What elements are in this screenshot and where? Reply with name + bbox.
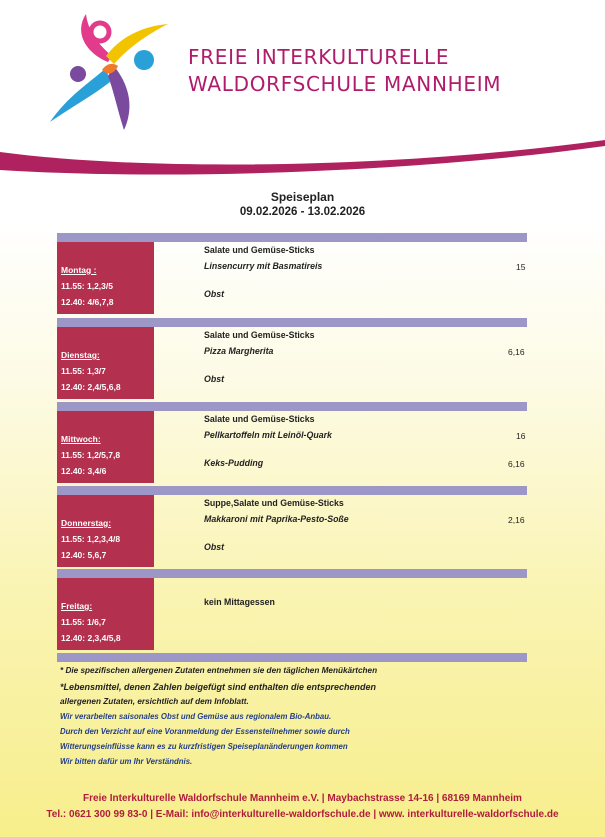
main-dish: kein Mittagessen — [204, 597, 275, 607]
divider-bar-bottom — [57, 653, 527, 662]
time-slot-2: 12.40: 2,3,4/5,8 — [61, 633, 121, 643]
day-name: Donnerstag: — [61, 518, 112, 528]
school-name — [188, 44, 501, 98]
school-name-line2: WALDORFSCHULE MANNHEIM — [188, 72, 502, 96]
time-slot-2: 12.40: 4/6,7,8 — [61, 297, 114, 307]
allergen-code: 16 — [516, 431, 526, 441]
day-box — [57, 327, 154, 399]
day-name: Montag : — [61, 265, 97, 275]
day-box — [57, 242, 154, 314]
school-logo — [48, 4, 173, 132]
note-changes-line1: Durch den Verzicht auf eine Voranmeldung der Essensteilnehmer sowie durch — [60, 727, 350, 736]
day-box — [57, 411, 154, 483]
time-slot-1: 11.55: 1,2,3/5 — [61, 281, 113, 291]
time-slot-2: 12.40: 5,6,7 — [61, 550, 107, 560]
divider-bar — [57, 486, 527, 495]
day-name: Mittwoch: — [61, 434, 101, 444]
header-swoosh — [0, 138, 605, 188]
allergen-code: 6,16 — [508, 347, 525, 357]
dessert: Obst — [204, 542, 225, 552]
footer-contact: Tel.: 0621 300 99 83-0 | E-Mail: info@interkulturelle-waldorfschule.de | www. interkulturelle-waldorfschule.de — [46, 809, 559, 820]
divider-bar — [57, 569, 527, 578]
dessert-allergen-code: 6,16 — [508, 459, 525, 469]
page-title: Speiseplan — [270, 190, 335, 204]
note-numbers-line2: allergenen Zutaten, ersichtlich auf dem Infoblatt. — [60, 697, 249, 706]
divider-bar — [57, 318, 527, 327]
day-box — [57, 495, 154, 567]
time-slot-1: 11.55: 1,3/7 — [61, 366, 106, 376]
date-range: 09.02.2026 - 13.02.2026 — [239, 206, 366, 218]
menu-category: Salate und Gemüse-Sticks — [204, 245, 315, 255]
main-dish: Pizza Margherita — [204, 346, 274, 356]
note-numbers-line1: *Lebensmittel, denen Zahlen beigefügt sind enthalten die entsprechenden — [60, 682, 377, 692]
dessert: Obst — [204, 374, 225, 384]
note-thanks: Wir bitten dafür um Ihr Verständnis. — [60, 757, 193, 766]
main-dish: Pellkartoffeln mit Leinöl-Quark — [204, 430, 332, 440]
note-changes-line2: Witterungseinflüsse kann es zu kurzfristigen Speiseplanänderungen kommen — [60, 742, 348, 751]
day-box — [57, 578, 154, 650]
footer-address: Freie Interkulturelle Waldorfschule Mannheim e.V. | Maybachstrasse 14-16 | 68169 Mannheim — [83, 793, 522, 804]
menu-category: Salate und Gemüse-Sticks — [204, 414, 315, 424]
main-dish: Linsencurry mit Basmatireis — [204, 261, 323, 271]
divider-bar — [57, 233, 527, 242]
allergen-code: 2,16 — [508, 515, 525, 525]
time-slot-1: 11.55: 1,2/5,7,8 — [61, 450, 121, 460]
school-name-line1: FREIE INTERKULTURELLE — [188, 45, 450, 69]
divider-bar — [57, 402, 527, 411]
day-name: Dienstag: — [61, 350, 100, 360]
time-slot-2: 12.40: 2,4/5,6,8 — [61, 382, 121, 392]
dessert: Obst — [204, 289, 225, 299]
note-organic: Wir verarbeiten saisonales Obst und Gemüse aus regionalem Bio-Anbau. — [60, 712, 332, 721]
note-allergens: * Die spezifischen allergenen Zutaten entnehmen sie den täglichen Menükärtchen — [60, 666, 378, 675]
menu-category: Suppe,Salate und Gemüse-Sticks — [204, 498, 344, 508]
time-slot-2: 12.40: 3,4/6 — [61, 466, 107, 476]
main-dish: Makkaroni mit Paprika-Pesto-Soße — [204, 514, 349, 524]
menu-category: Salate und Gemüse-Sticks — [204, 330, 315, 340]
dessert: Keks-Pudding — [204, 458, 264, 468]
time-slot-1: 11.55: 1,2,3,4/8 — [61, 534, 121, 544]
day-name: Freitag: — [61, 601, 93, 611]
allergen-code: 15 — [516, 262, 526, 272]
time-slot-1: 11.55: 1/6,7 — [61, 617, 106, 627]
